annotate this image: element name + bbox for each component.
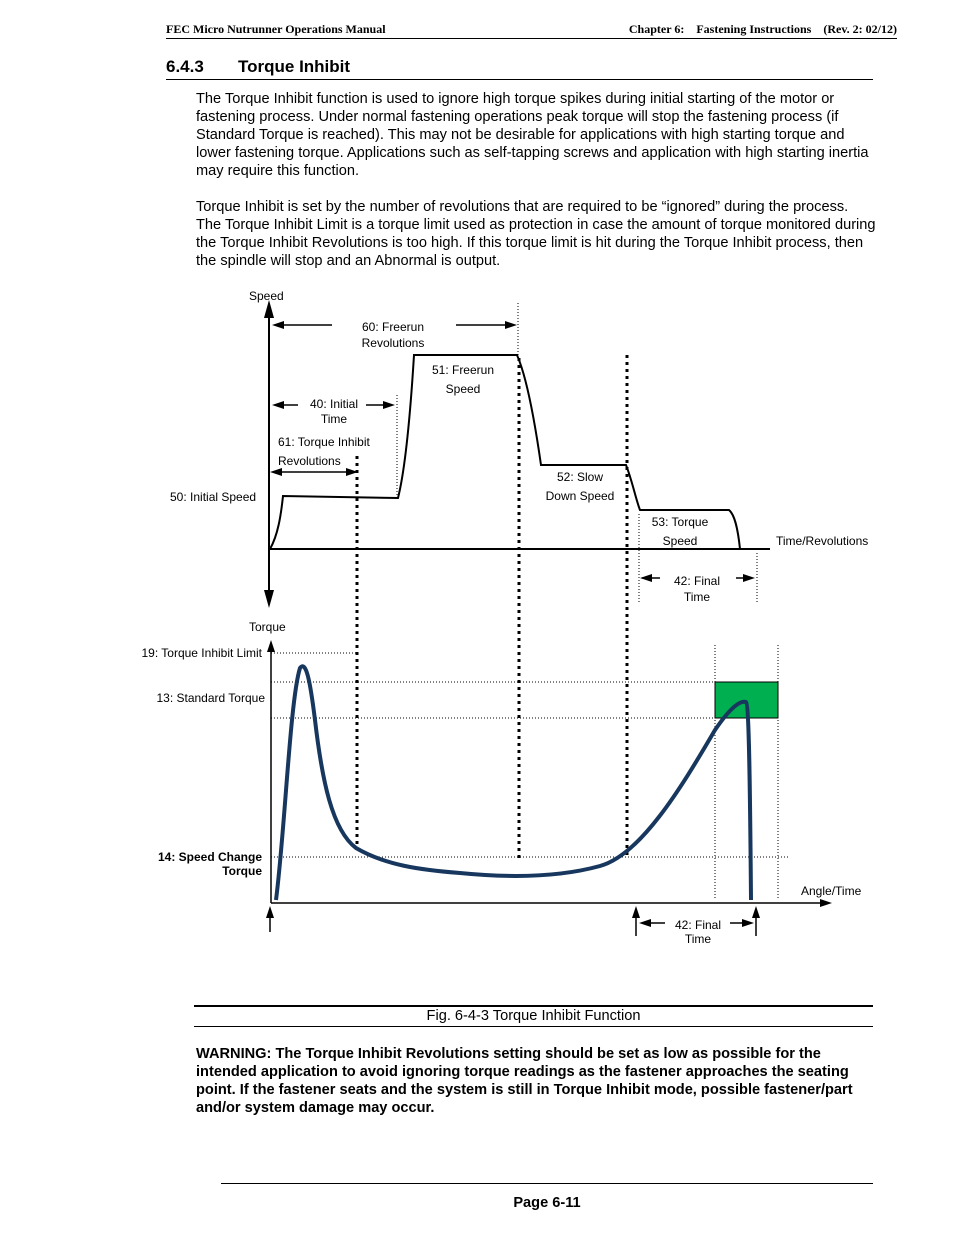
angle-axis-label: Angle/Time (801, 884, 862, 898)
freerun-revs-label-2: Revolutions (361, 336, 425, 350)
header-chapter: Chapter 6: Fastening Instructions (Rev. 2: 02/12) (628, 22, 897, 36)
caption-rule-bottom (194, 1026, 873, 1027)
paragraph-settings: Torque Inhibit is set by the number of revolutions that are required to be “ignored” during the process. The Torque Inhibit Limit is a torque limit used as protection in case the amount of torque monitored during the Torque Inhibit Revolutions is too high. If this torque limit is hit during the Torque Inhibit process, then the spindle will stop and an Abnormal is output. (196, 199, 876, 269)
torque-speed-label-2: Speed (662, 534, 698, 548)
final-time-lower-label-1: 42: Final (674, 918, 722, 932)
final-time-upper-label-1: 42: Final (673, 574, 721, 588)
torque-axis-arrow (267, 640, 275, 652)
inhibit-limit-label: 19: Torque Inhibit Limit (141, 646, 262, 660)
freerun-revs-label-1: 60: Freerun (361, 320, 425, 334)
slow-down-speed-label-1: 52: Slow (556, 470, 604, 484)
header-manual-title: FEC Micro Nutrunner Operations Manual (166, 22, 386, 36)
initial-time-label-2: Time (320, 412, 348, 426)
final-time-lower-label-2: Time (684, 932, 712, 946)
initial-time-label-1: 40: Initial (309, 397, 359, 411)
section-title-text: Torque Inhibit (238, 57, 351, 76)
section-number: 6.4.3 (166, 57, 204, 76)
final-time-upper-label-2: Time (683, 590, 711, 604)
freerun-speed-label-2: Speed (445, 382, 481, 396)
torque-chart (141, 620, 861, 946)
slow-down-speed-label-2: Down Speed (545, 489, 615, 503)
caption-rule-top (194, 1005, 873, 1007)
inhibit-revs-label-1: 61: Torque Inhibit (278, 435, 370, 449)
speed-change-torque-label-2: Torque (222, 864, 262, 878)
paragraph-intro: The Torque Inhibit function is used to ignore high torque spikes during initial starting of the motor or fastening process. Under normal fastening operations peak torque will stop the fastening process (if Standard Torque is reached). This may not be desirable for applications with high starting torque and lower fastening torque. Applications such as self-tapping screws and application with high starting inertia may require this function. (196, 91, 869, 179)
speed-chart (170, 289, 868, 608)
page-number: Page 6-11 (513, 1195, 581, 1211)
freerun-speed-label-1: 51: Freerun (431, 363, 495, 377)
speed-axis-label: Speed (249, 289, 284, 303)
warning-text: WARNING: The Torque Inhibit Revolutions setting should be set as low as possible for the intended application to avoid ignoring torque readings as the fastener approaches the seating point. If the fastener seats and the system is still in Torque Inhibit mode, possible fastener/part and/or system damage may occur. (196, 1046, 853, 1116)
standard-torque-label: 13: Standard Torque (156, 691, 265, 705)
torque-speed-label-1: 53: Torque (651, 515, 709, 529)
figure-caption: Fig. 6-4-3 Torque Inhibit Function (426, 1008, 641, 1024)
torque-axis-label: Torque (249, 620, 286, 634)
torque-curve (276, 666, 751, 900)
speed-change-torque-label-1: 14: Speed Change (157, 850, 262, 864)
time-axis-label: Time/Revolutions (776, 534, 869, 548)
speed-axis-arrow-down (264, 590, 274, 608)
inhibit-revs-label-2: Revolutions (278, 454, 341, 468)
angle-axis-arrow (820, 899, 832, 907)
initial-speed-label: 50: Initial Speed (170, 490, 257, 504)
footer-rule (221, 1183, 873, 1184)
